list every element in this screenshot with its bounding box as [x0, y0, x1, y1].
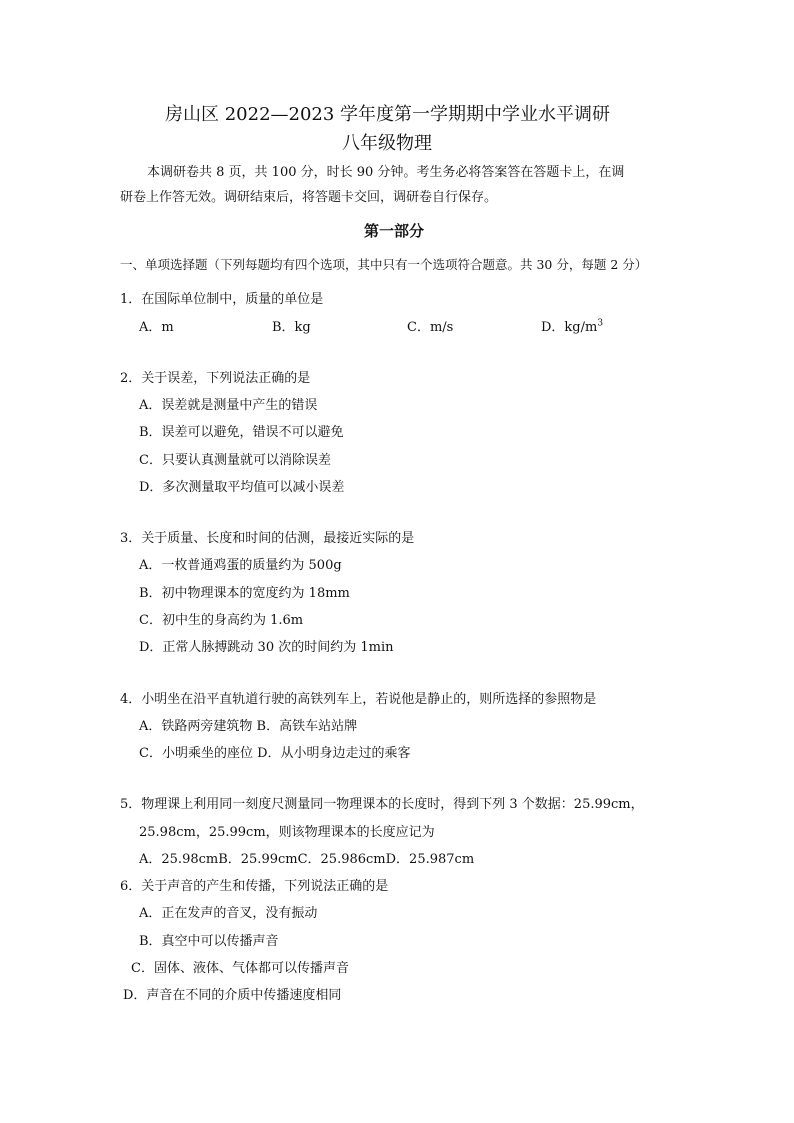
- question-2-stem: 2．关于误差，下列说法正确的是: [120, 371, 311, 386]
- instructions-line-2: 研卷上作答无效。调研结束后，将答题卡交回，调研卷自行保存。: [120, 190, 498, 205]
- question-1-option-a: A．m: [139, 320, 174, 335]
- exam-subtitle: 八年级物理: [342, 133, 432, 154]
- part-title: 第一部分: [364, 222, 425, 240]
- question-3-stem: 3．关于质量、长度和时间的估测，最接近实际的是: [120, 531, 415, 546]
- question-1-option-d: [541, 319, 603, 337]
- instructions-line-1: 本调研卷共 8 页，共 100 分，时长 90 分钟。考生务必将答案答在答题卡上，在调: [147, 165, 625, 180]
- question-6-option-d: D．声音在不同的介质中传播速度相同: [123, 988, 342, 1003]
- question-6-option-c: C．固体、液体、气体都可以传播声音: [131, 961, 349, 976]
- question-2-option-c: C．只要认真测量就可以消除误差: [139, 453, 331, 468]
- question-4-stem: 4．小明坐在沿平直轨道行驶的高铁列车上，若说他是静止的，则所选择的参照物是: [120, 692, 597, 707]
- question-6-option-a: A．正在发声的音叉，没有振动: [139, 906, 318, 921]
- section-heading: 一、单项选择题（下列每题均有四个选项，其中只有一个选项符合题意。共 30 分，每题 2 分）: [120, 257, 648, 272]
- question-3-option-c: C．初中生的身高约为 1.6m: [139, 613, 304, 628]
- exam-title: 房山区 2022—2023 学年度第一学期期中学业水平调研: [165, 104, 611, 125]
- question-1-option-d-text: D．kg/m: [541, 320, 598, 335]
- question-6-stem: 6．关于声音的产生和传播，下列说法正确的是: [120, 879, 389, 894]
- question-1-stem: 1．在国际单位制中，质量的单位是: [120, 292, 324, 307]
- question-3-option-b: B．初中物理课本的宽度约为 18mm: [139, 586, 350, 601]
- question-1-option-b: B．kg: [272, 320, 311, 335]
- question-5-stem-continued: 25.98cm，25.99cm，则该物理课本的长度应记为: [139, 825, 435, 840]
- question-2-option-d: D．多次测量取平均值可以减小误差: [139, 480, 345, 495]
- question-1-option-c: C．m/s: [407, 320, 454, 335]
- question-6-option-b: B．真空中可以传播声音: [139, 934, 279, 949]
- unit-superscript: 3: [597, 318, 604, 329]
- question-3-option-a: A．一枚普通鸡蛋的质量约为 500g: [139, 558, 342, 573]
- question-5-stem: 5．物理课上利用同一刻度尺测量同一物理课本的长度时，得到下列 3 个数据：25.99cm，: [120, 797, 644, 812]
- question-4-options-cd: C．小明乘坐的座位 D．从小明身边走过的乘客: [139, 746, 411, 761]
- question-2-option-a: A．误差就是测量中产生的错误: [139, 398, 318, 413]
- question-2-option-b: B．误差可以避免，错误不可以避免: [139, 425, 344, 440]
- question-5-options: A．25.98cmB．25.99cmC．25.986cmD．25.987cm: [139, 852, 475, 867]
- question-3-option-d: D．正常人脉搏跳动 30 次的时间约为 1min: [139, 640, 394, 655]
- question-4-options-ab: A．铁路两旁建筑物 B．高铁车站站牌: [139, 719, 358, 734]
